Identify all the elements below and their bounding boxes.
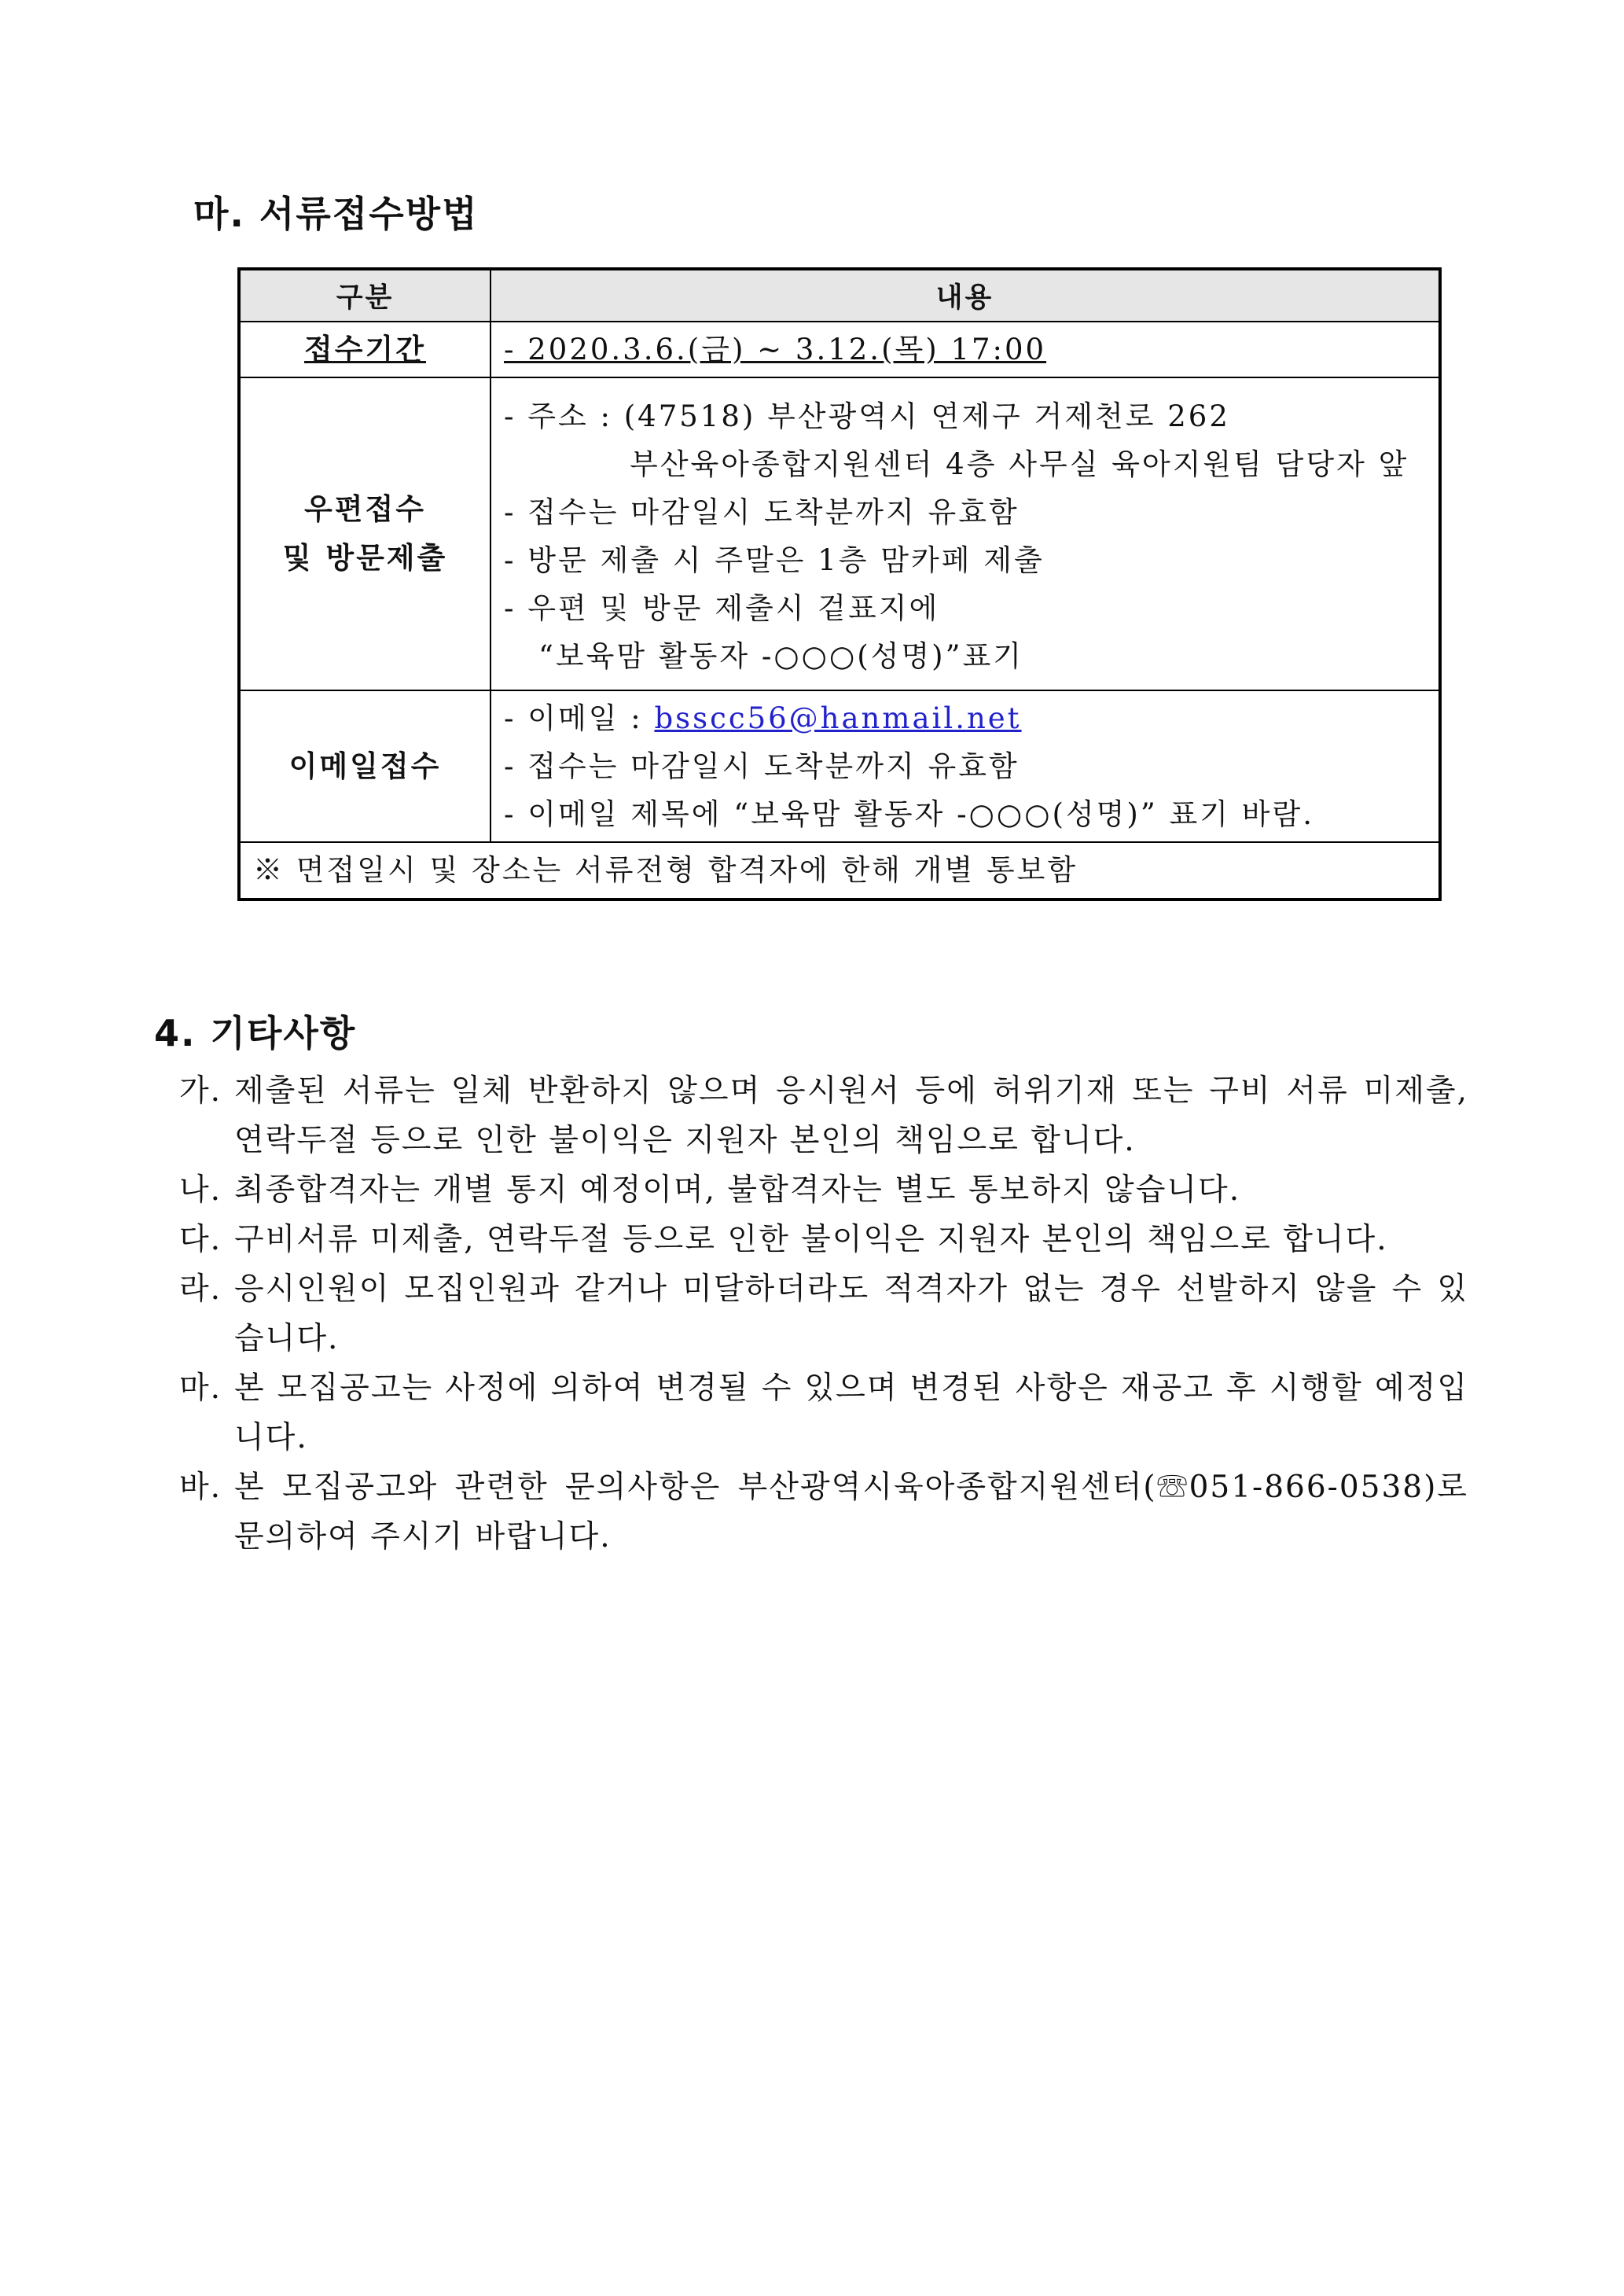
submission-table bbox=[237, 267, 1442, 901]
postal-line: - 주소 : (47518) 부산광역시 연제구 거제천로 262 bbox=[504, 399, 1230, 433]
period-label-text: 접수기간 bbox=[304, 332, 426, 366]
list-marker: 나. bbox=[179, 1172, 222, 1208]
table-row-period bbox=[239, 322, 1440, 377]
list-marker: 가. bbox=[179, 1073, 222, 1109]
list-item bbox=[179, 1264, 1468, 1363]
header-category: 구분 bbox=[239, 269, 491, 322]
list-text: 구비서류 미제출, 연락두절 등으로 인한 불이익은 지원자 본인의 책임으로 합니다. bbox=[234, 1222, 1388, 1257]
list-text: 최종합격자는 개별 통지 예정이며, 불합격자는 별도 통보하지 않습니다. bbox=[234, 1172, 1241, 1208]
postal-line: - 방문 제출 시 주말은 1층 맘카페 제출 bbox=[504, 543, 1045, 577]
table-header-row bbox=[239, 269, 1440, 322]
email-line bbox=[504, 694, 1426, 742]
email-line: - 접수는 마감일시 도착분까지 유효함 bbox=[504, 749, 1020, 783]
email-link[interactable]: bsscc56@hanmail.net bbox=[654, 701, 1022, 735]
list-marker: 마. bbox=[179, 1371, 222, 1406]
table-row-email bbox=[239, 690, 1440, 842]
postal-label bbox=[239, 377, 491, 690]
list-item bbox=[179, 1165, 1468, 1215]
list-item bbox=[179, 1463, 1468, 1562]
list-marker: 바. bbox=[179, 1470, 222, 1505]
list-text: 응시인원이 모집인원과 같거나 미달하더라도 적격자가 없는 경우 선발하지 않을 수 있습니다. bbox=[234, 1271, 1468, 1356]
section-title-ma: 마. 서류접수방법 bbox=[193, 193, 479, 235]
section-title-4: 4. 기타사항 bbox=[154, 1012, 357, 1054]
list-item bbox=[179, 1363, 1468, 1463]
list-marker: 다. bbox=[179, 1222, 222, 1257]
email-content bbox=[491, 690, 1440, 842]
list-text: 본 모집공고와 관련한 문의사항은 부산광역시육아종합지원센터(☏051-866-0538)로 문의하여 주시기 바랍니다. bbox=[234, 1470, 1468, 1555]
list-item bbox=[179, 1215, 1468, 1264]
postal-content bbox=[491, 377, 1440, 690]
postal-line: 부산육아종합지원센터 4층 사무실 육아지원팀 담당자 앞 bbox=[630, 447, 1409, 481]
table-row-postal bbox=[239, 377, 1440, 690]
list-text: 제출된 서류는 일체 반환하지 않으며 응시원서 등에 허위기재 또는 구비 서류 미제출, 연락두절 등으로 인한 불이익은 지원자 본인의 책임으로 합니다. bbox=[234, 1073, 1468, 1158]
postal-line: “보육맘 활동자 -○○○(성명)”표기 bbox=[538, 639, 1023, 673]
interview-note: ※ 면접일시 및 장소는 서류전형 합격자에 한해 개별 통보함 bbox=[239, 842, 1440, 900]
email-line: - 이메일 제목에 “보육맘 활동자 -○○○(성명)” 표기 바람. bbox=[504, 797, 1315, 831]
other-notes-list bbox=[179, 1066, 1468, 1562]
period-value: - 2020.3.6.(금) ~ 3.12.(목) 17:00 bbox=[504, 333, 1047, 366]
email-prefix: - 이메일 : bbox=[504, 701, 655, 735]
header-content: 내용 bbox=[491, 269, 1440, 322]
list-marker: 라. bbox=[179, 1271, 222, 1307]
list-item bbox=[179, 1066, 1468, 1165]
period-label bbox=[239, 322, 491, 377]
postal-label-line2: 및 방문제출 bbox=[282, 541, 448, 575]
period-value-cell bbox=[491, 322, 1440, 377]
table-row-note bbox=[239, 842, 1440, 900]
email-label: 이메일접수 bbox=[239, 690, 491, 842]
postal-line: - 우편 및 방문 제출시 겉표지에 bbox=[504, 591, 940, 625]
list-text: 본 모집공고는 사정에 의하여 변경될 수 있으며 변경된 사항은 재공고 후 시행할 예정입니다. bbox=[234, 1371, 1468, 1455]
postal-line: - 접수는 마감일시 도착분까지 유효함 bbox=[504, 495, 1020, 529]
postal-label-line1: 우편접수 bbox=[304, 492, 426, 526]
